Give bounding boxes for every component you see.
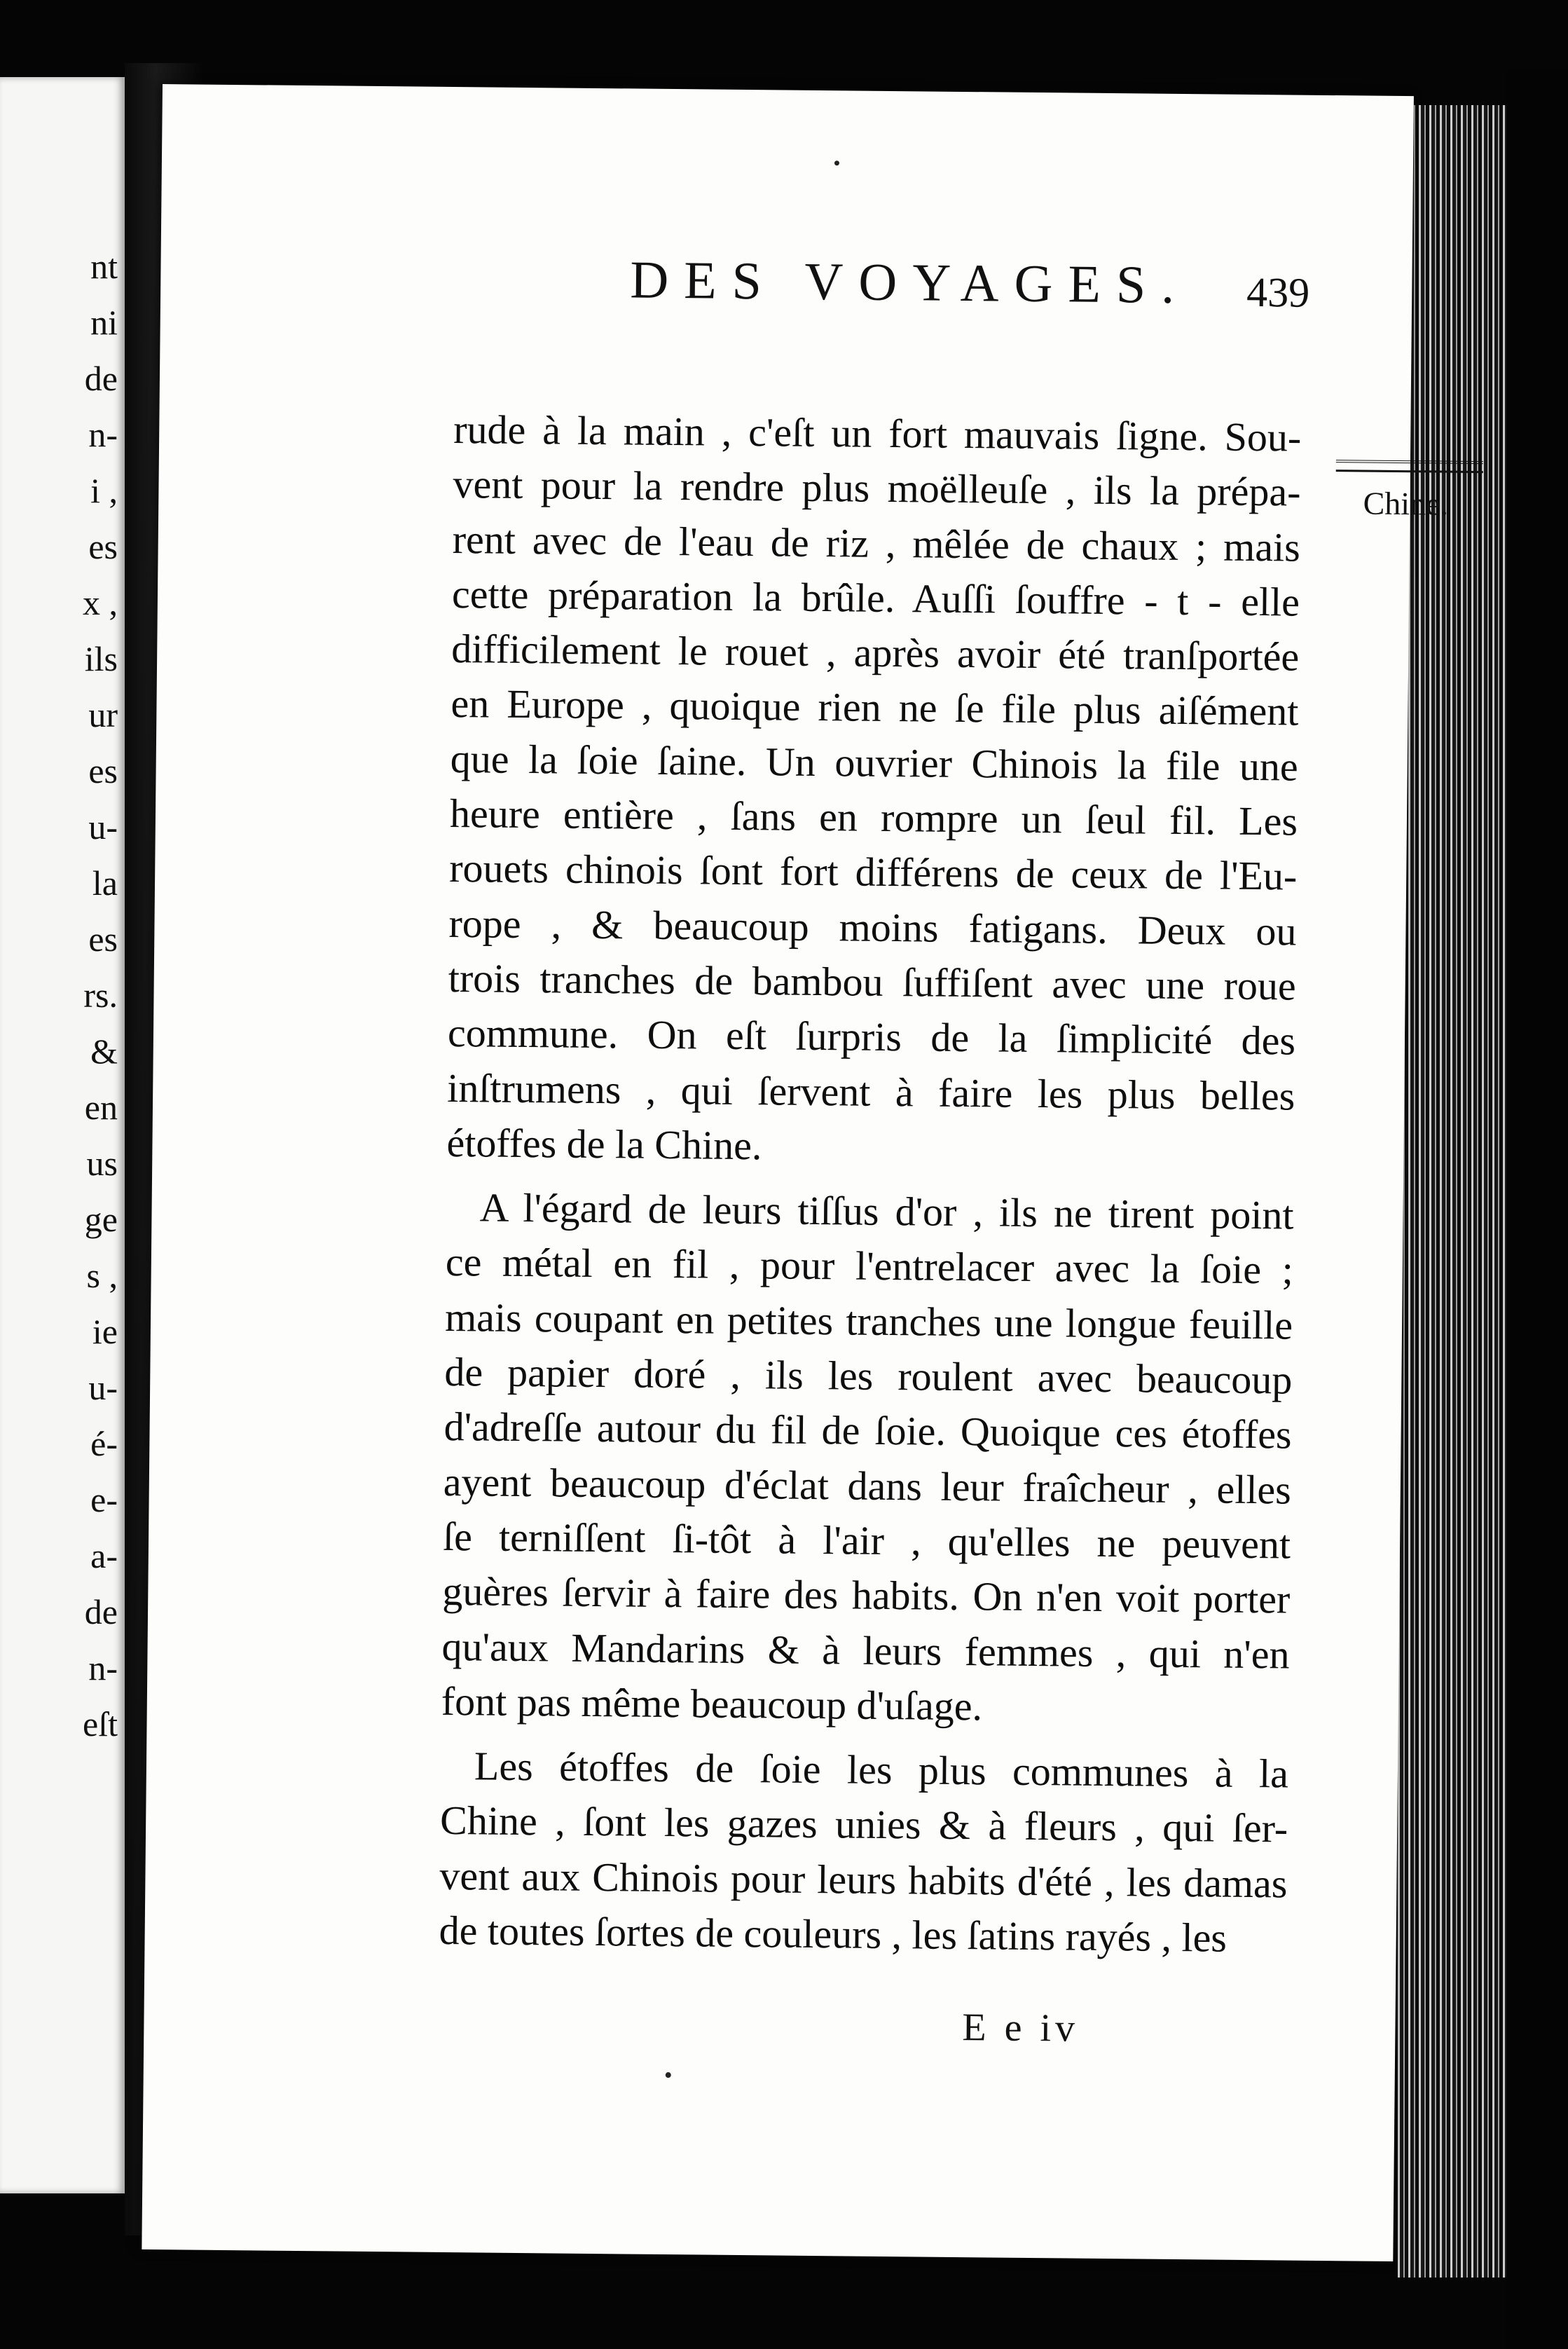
signature-mark: E e iv xyxy=(962,2006,1080,2050)
scan-border xyxy=(1506,70,1568,2349)
text-line: trois tranches de bambou ſuffiſent avec une roue xyxy=(448,954,1297,1009)
paragraph xyxy=(446,402,1301,1179)
left-page-fragment: é- xyxy=(90,1424,118,1463)
left-facing-page xyxy=(0,77,125,2193)
text-line: rude à la main , c'eſt un fort mauvais ſigne. Sou- xyxy=(453,406,1302,460)
text-line: étoffes de la Chine. xyxy=(446,1119,762,1169)
left-page-fragment: u- xyxy=(88,807,118,847)
text-line: ſe terniſſent ſi-tôt à l'air , qu'elles ne peuvent xyxy=(442,1513,1291,1568)
text-line: guères ſervir à faire des habits. On n'en voit porter xyxy=(442,1568,1291,1622)
text-line: vent pour la rendre plus moëlleuſe , ils la prépa- xyxy=(453,461,1301,515)
ink-speck xyxy=(834,160,839,165)
left-page-fragment: & xyxy=(90,1032,118,1071)
text-line: ayent beaucoup d'éclat dans leur fraîcheur , elles xyxy=(443,1458,1292,1513)
page-number: 439 xyxy=(1246,268,1310,316)
left-page-fragment: ils xyxy=(84,639,118,678)
left-page-fragment: us xyxy=(86,1144,118,1183)
text-line: Chine , ſont les gazes unies & à fleurs , qui ſer- xyxy=(439,1797,1288,1851)
text-line: qu'aux Mandarins & à leurs femmes , qui n'en xyxy=(441,1623,1290,1678)
ink-speck xyxy=(666,2072,671,2078)
left-page-fragment: ie xyxy=(92,1312,118,1351)
text-line: ce métal en fil , pour l'entrelacer avec la ſoie ; xyxy=(445,1239,1294,1294)
left-page-fragment: rs. xyxy=(83,975,118,1015)
text-line: commune. On eſt ſurpris de la ſimplicité des xyxy=(447,1010,1296,1064)
text-line: A l'égard de leurs tiſſus d'or , ils ne tirent point xyxy=(479,1184,1294,1238)
margin-rule xyxy=(1336,460,1483,473)
left-page-fragment: ge xyxy=(84,1200,118,1239)
running-head-title: DES VOYAGES. xyxy=(629,250,1190,315)
left-page-fragment: ni xyxy=(90,303,118,342)
left-page-fragment: e- xyxy=(90,1480,118,1519)
left-page-fragment: n- xyxy=(88,1648,118,1687)
text-line: rope , & beaucoup moins fatigans. Deux ou xyxy=(448,900,1297,954)
left-page-fragment: es xyxy=(88,527,118,566)
book-page xyxy=(142,84,1449,2261)
text-line: rouets chinois ſont fort différens de ceux de l'Eu- xyxy=(448,845,1298,899)
left-page-fragment: es xyxy=(88,919,118,959)
text-line: de papier doré , ils les roulent avec beaucoup xyxy=(444,1348,1293,1403)
paragraph xyxy=(441,1180,1293,1737)
text-line: cette préparation la brûle. Auſſi ſouffre - t - elle xyxy=(451,570,1300,625)
left-page-fragment: u- xyxy=(88,1368,118,1407)
text-line: en Europe , quoique rien ne ſe file plus aiſément xyxy=(451,680,1299,735)
running-head xyxy=(469,248,1380,341)
text-line: vent aux Chinois pour leurs habits d'été , les damas xyxy=(439,1852,1288,1907)
text-line: de toutes ſortes de couleurs , les ſatins rayés , les xyxy=(439,1907,1227,1961)
left-page-fragment: ur xyxy=(88,695,118,734)
left-page-fragment: x , xyxy=(83,583,118,622)
left-page-fragment: de xyxy=(84,1592,118,1631)
text-line: d'adreſſe autour du fil de ſoie. Quoique ces étoffes xyxy=(443,1404,1292,1458)
left-page-fragment: nt xyxy=(90,247,118,286)
text-line: heure entière , ſans en rompre un ſeul fil. Les xyxy=(449,790,1298,844)
margin-note-text: Chine. xyxy=(1363,485,1449,522)
text-line: font pas même beaucoup d'uſage. xyxy=(441,1678,983,1730)
left-page-fragment: es xyxy=(88,751,118,790)
margin-note xyxy=(1335,460,1476,523)
paragraph xyxy=(439,1739,1288,1966)
text-line: difficilement le rouet , après avoir été tranſportée xyxy=(451,626,1300,680)
text-line: que la ſoie ſaine. Un ouvrier Chinois la file une xyxy=(450,735,1299,790)
text-line: Les étoffes de ſoie les plus communes à la xyxy=(474,1743,1289,1797)
text-line: mais coupant en petites tranches une longue feuille xyxy=(444,1294,1293,1348)
text-line: inſtrumens , qui ſervent à faire les plus belles xyxy=(446,1064,1295,1119)
text-line: rent avec de l'eau de riz , mêlée de chaux ; mais xyxy=(452,516,1301,570)
body-text xyxy=(439,402,1301,1966)
left-page-fragment: a- xyxy=(90,1536,118,1575)
left-page-fragment: en xyxy=(84,1088,118,1127)
left-page-fragment: i , xyxy=(90,471,118,510)
left-page-fragment: de xyxy=(84,359,118,398)
left-page-fragment: eſt xyxy=(83,1704,118,1744)
left-page-fragment: s , xyxy=(86,1256,118,1295)
left-page-fragment: n- xyxy=(88,415,118,454)
left-page-fragment: la xyxy=(92,863,118,903)
